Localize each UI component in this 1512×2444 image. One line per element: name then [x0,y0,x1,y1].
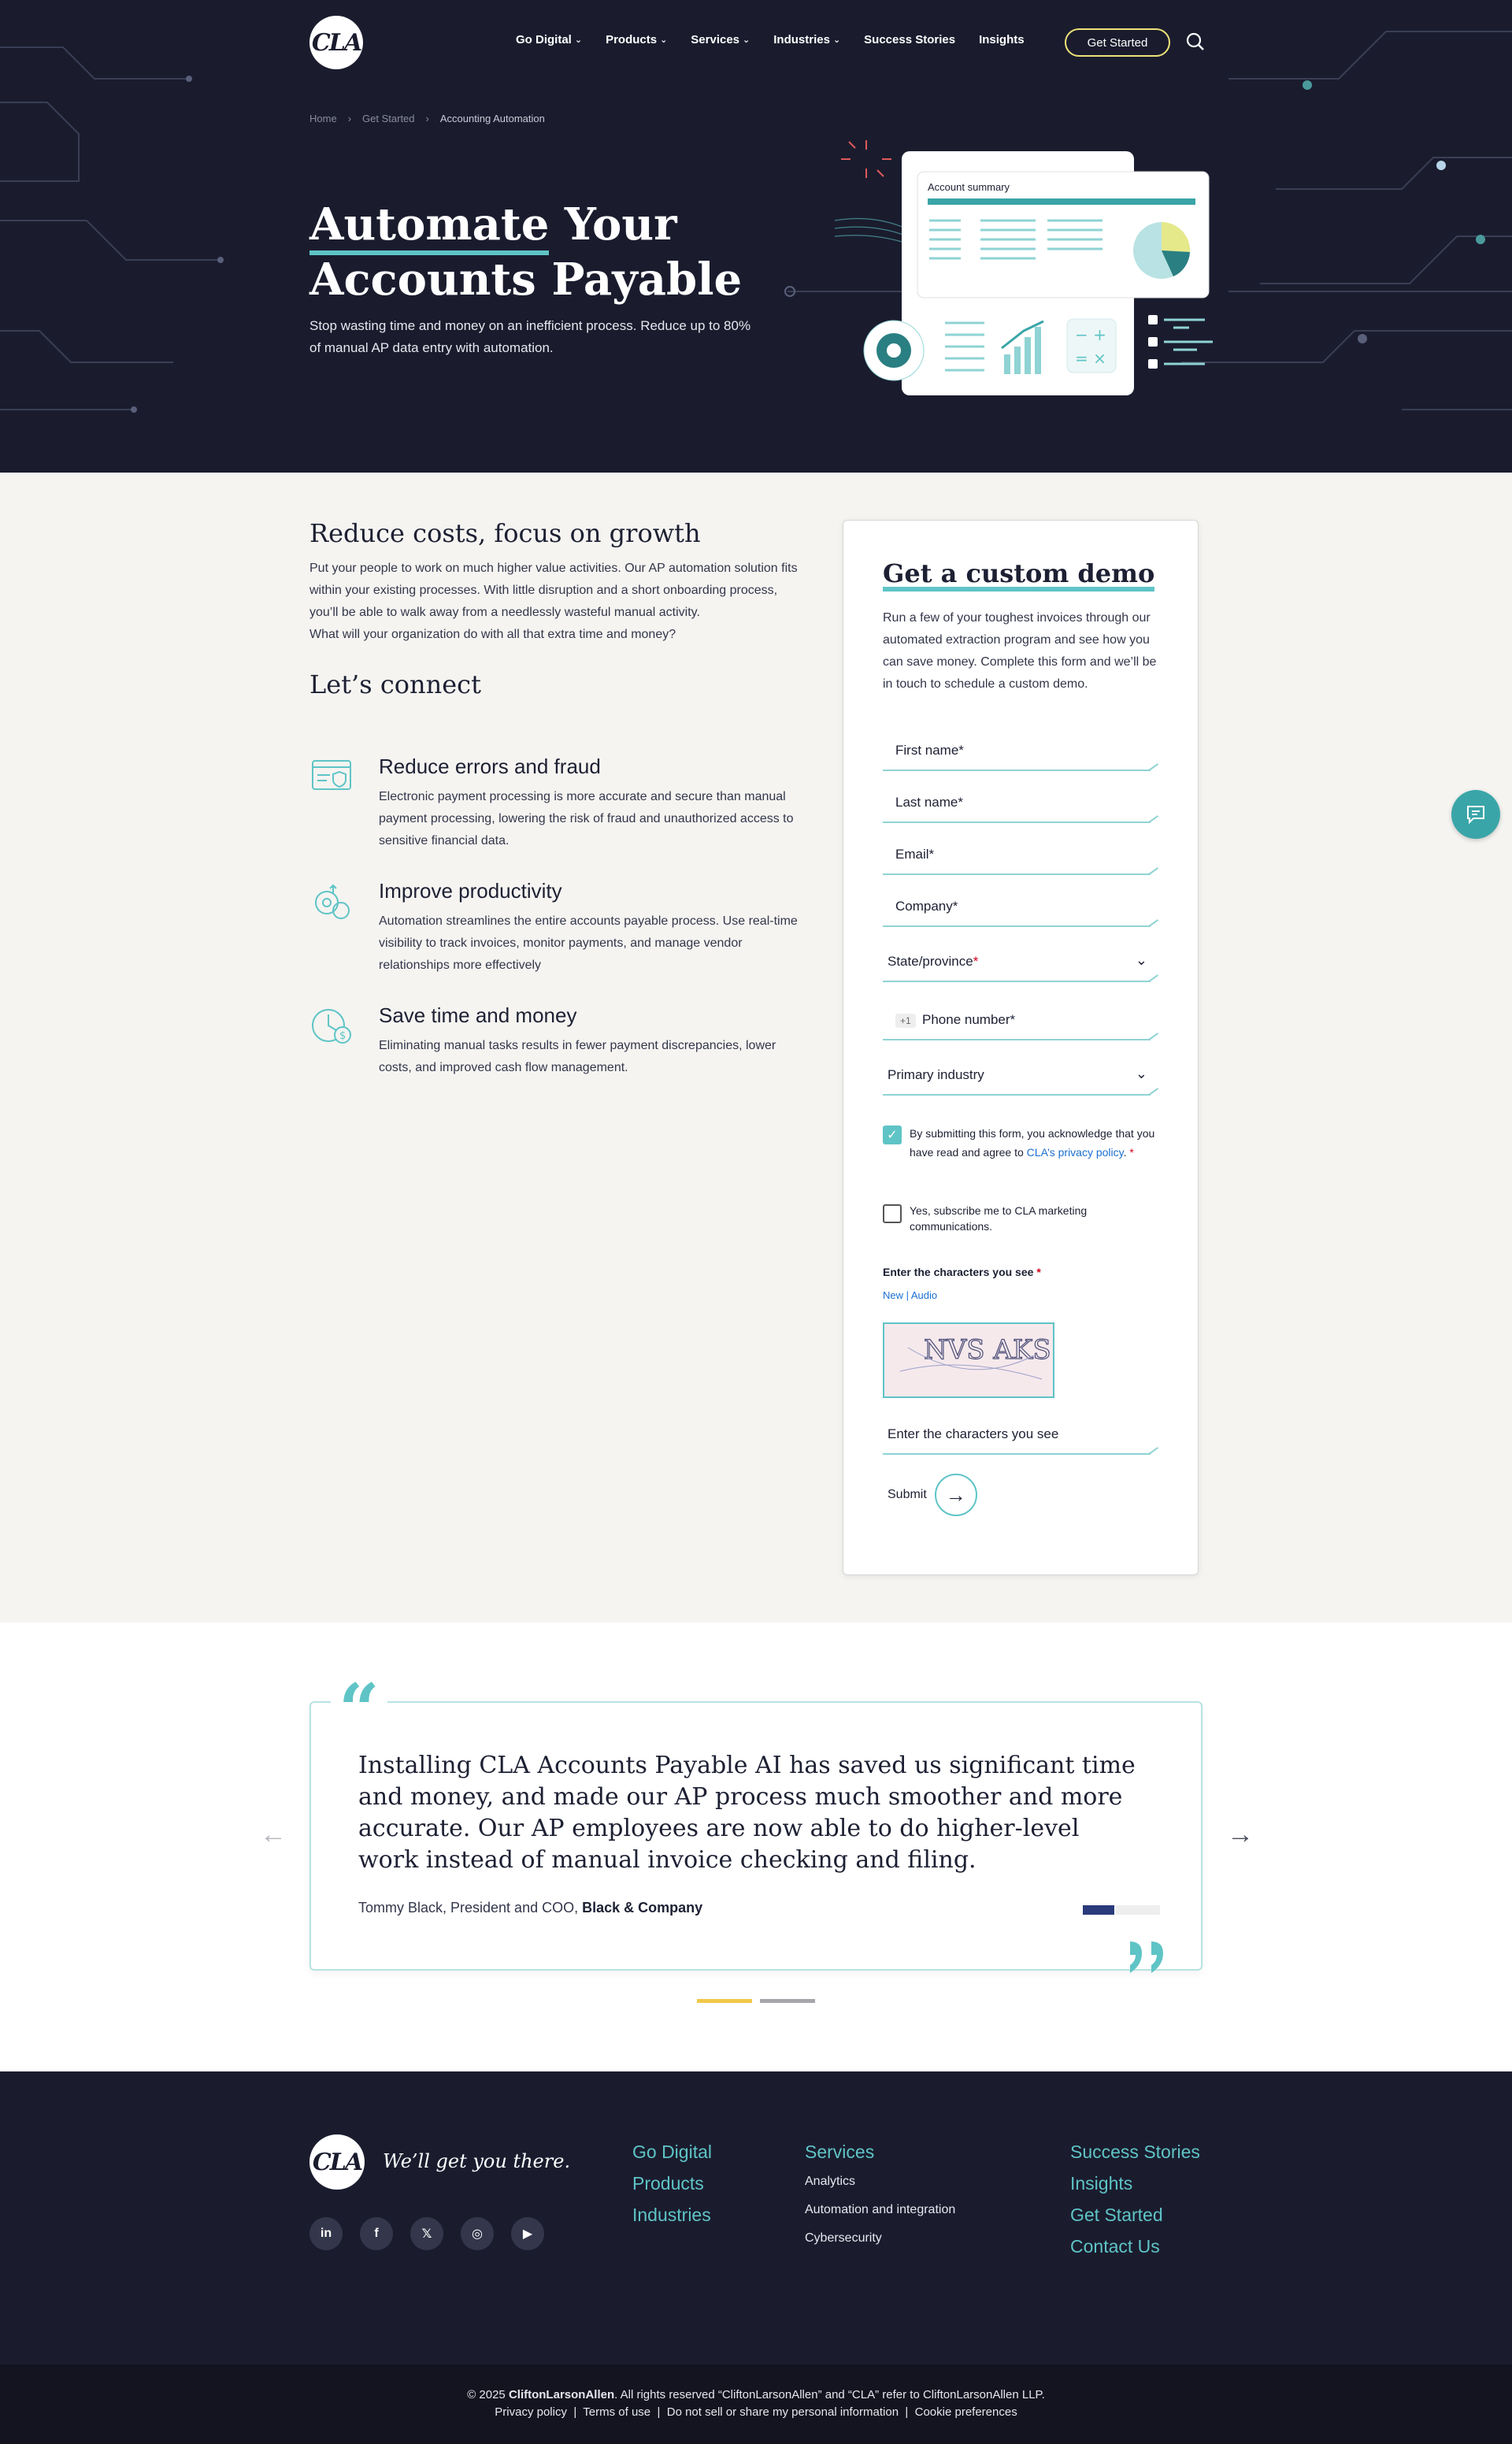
hero-title-highlight: Automate [309,198,549,255]
terms-link[interactable]: Terms of use [583,2405,651,2419]
svg-text:− +: − + [1075,325,1106,344]
footer-tagline: We’ll get you there. [383,2150,571,2172]
facebook-icon[interactable]: f [360,2217,393,2250]
main-content [0,473,1512,1623]
footer [0,2071,1512,2364]
get-started-button[interactable]: Get Started [1065,28,1170,57]
chevron-down-icon: ⌄ [1135,1066,1147,1081]
hero-subtitle: Stop wasting time and money on an inefficient process. Reduce up to 80% of manual AP data entry with automation. [309,318,751,355]
breadcrumb [309,113,545,124]
black-company-logo [1083,1903,1162,1917]
breadcrumb-home[interactable]: Home [309,113,337,124]
quote-close-icon [1126,1938,1173,1977]
form-title: Get a custom demo [883,560,1154,592]
carousel-prev-icon[interactable]: ← [260,1819,287,1849]
consent-text: By submitting this form, you acknowledge that you have read and agree to CLA’s privacy policy. * [910,1127,1155,1159]
cookie-preferences-link[interactable]: Cookie preferences [914,2405,1017,2419]
nav-products[interactable]: Products ⌄ [606,33,668,46]
nav-services[interactable]: Services ⌄ [691,33,750,46]
phone-field[interactable] [883,1004,1160,1040]
demo-form [843,520,1199,1575]
card-shield-icon [309,755,354,799]
footer-link-industries[interactable]: Industries [632,2205,711,2225]
field-label: State/province* [888,954,979,969]
field-label: First name* [895,743,964,758]
feature-text: Electronic payment processing is more accurate and secure than manual payment processing, lowering the risk of fraud and unauthorized access to sensitive financial data. [379,790,794,847]
instagram-icon[interactable]: ◎ [461,2217,494,2250]
hero [0,0,1512,473]
do-not-sell-link[interactable]: Do not sell or share my personal information [666,2405,899,2419]
testimonial-card [309,1701,1203,1971]
nav-success-stories[interactable]: Success Stories [864,33,956,46]
hero-title-rest: Your [549,198,677,250]
subscribe-text: Yes, subscribe me to CLA marketing communications. [910,1204,1088,1233]
clock-money-icon [309,1003,354,1048]
footer-col-1 [632,2136,712,2231]
nav-insights[interactable]: Insights [979,33,1025,46]
connect-heading: Let’s connect [309,669,481,699]
footer-link-get-started[interactable]: Get Started [1070,2205,1163,2225]
chevron-down-icon: ⌄ [574,35,583,45]
svg-text:$: $ [339,1030,346,1042]
testimonial-author: Tommy Black, President and COO, Black & Company [358,1900,703,1916]
intro-body: Put your people to work on much higher value activities. Our AP automation solution fits within your existing processes. With little disruption and a short onboarding process, you’ll be able to walk away from a needlessly wasteful manual activity. [309,562,798,619]
footer-link-success-stories[interactable]: Success Stories [1070,2142,1200,2162]
footer-link-automation[interactable]: Automation and integration [805,2203,956,2216]
quote-open-icon: “ [331,1674,387,1745]
state-select[interactable] [883,946,1160,982]
country-code[interactable]: +1 [895,1014,916,1028]
email-field[interactable] [883,839,1160,875]
gear-growth-icon [309,879,354,923]
field-label: Phone number* [922,1012,1016,1027]
illustration-label: Account summary [928,181,1010,193]
chat-icon [1464,803,1488,826]
legal-links: Privacy policy | Terms of use | Do not sell or share my personal information | Cookie preferences [495,2405,1017,2419]
chevron-right-icon: › [347,113,352,124]
chevron-down-icon: ⌄ [743,35,750,45]
chevron-right-icon: › [425,113,429,124]
nav-menu [516,33,1048,46]
intro-heading: Reduce costs, focus on growth [309,518,701,548]
copyright: © 2025 CliftonLarsonAllen. All rights reserved “CliftonLarsonAllen” and “CLA” refer to CliftonLarsonAllen LLP. [467,2388,1045,2401]
search-icon[interactable] [1185,32,1206,52]
submit-button[interactable] [888,1474,977,1516]
footer-link-analytics[interactable]: Analytics [805,2175,856,2188]
nav-industries[interactable]: Industries ⌄ [773,33,841,46]
legal-bar [0,2364,1512,2444]
field-label: Primary industry [888,1067,984,1082]
footer-link-go-digital[interactable]: Go Digital [632,2142,712,2162]
privacy-policy-link[interactable]: CLA’s privacy policy [1026,1146,1124,1159]
hero-title [309,197,782,307]
feature-text: Automation streamlines the entire accounts payable process. Use real-time visibility to track invoices, monitor payments, and manage vendor relationships more effectively [379,914,798,972]
field-label: Company* [895,899,958,914]
testimonial-section [0,1623,1512,2071]
privacy-policy-link[interactable]: Privacy policy [495,2405,567,2419]
consent-checkbox[interactable]: ✓ [883,1126,902,1144]
top-nav [0,0,1512,87]
chevron-down-icon: ⌄ [660,35,668,45]
footer-link-cybersecurity[interactable]: Cybersecurity [805,2231,882,2245]
company-field[interactable] [883,891,1160,927]
nav-go-digital[interactable]: Go Digital ⌄ [516,33,583,46]
captcha-text: NVS AKS [924,1334,1051,1366]
last-name-field[interactable] [883,787,1160,823]
captcha-title: Enter the characters you see * [883,1266,1041,1278]
footer-link-products[interactable]: Products [632,2173,704,2194]
field-label: Email* [895,847,935,862]
chevron-down-icon: ⌄ [832,35,841,45]
footer-link-insights[interactable]: Insights [1070,2173,1133,2194]
carousel-dot[interactable] [760,1999,815,2003]
arrow-right-icon: → [935,1474,977,1516]
footer-link-services[interactable]: Services [805,2142,875,2162]
feature-title: Improve productivity [379,879,562,903]
chat-button[interactable] [1451,790,1500,839]
breadcrumb-current: Accounting Automation [439,113,545,124]
form-intro: Run a few of your toughest invoices through our automated extraction program and see how you can save money. Complete this form and we’ll be in touch to schedule a custom demo. [883,611,1157,691]
testimonial-quote: Installing CLA Accounts Payable AI has saved us significant time and money, and made our AP process much smoother and more accurate. Our AP employees are now able to do higher-level work instead of manual invoice checking and filing. [358,1752,1136,1874]
accounts-payable-illustration [835,134,1244,417]
breadcrumb-get-started[interactable]: Get Started [362,113,415,124]
field-label: Last name* [895,795,963,810]
submit-label: Submit [888,1488,927,1501]
cla-logo[interactable]: CLA [309,16,363,69]
feature-title: Save time and money [379,1003,577,1027]
testimonial-company: Black & Company [582,1900,703,1916]
chevron-down-icon: ⌄ [1135,952,1147,968]
footer-link-contact-us[interactable]: Contact Us [1070,2236,1160,2257]
footer-col-2 [805,2136,955,2253]
hero-title-line2: Accounts Payable [309,254,743,306]
svg-text:= ×: = × [1075,349,1106,368]
footer-col-3 [1070,2136,1200,2262]
subscribe-checkbox[interactable] [883,1204,902,1223]
intro-column [309,518,806,1074]
captcha-links[interactable]: New | Audio [883,1289,938,1301]
field-label: Enter the characters you see [888,1426,1059,1441]
first-name-field[interactable] [883,735,1160,771]
industry-select[interactable] [883,1059,1160,1096]
feature-text: Eliminating manual tasks results in fewer payment discrepancies, lower costs, and improved cash flow management. [379,1039,776,1074]
x-icon[interactable]: 𝕏 [410,2217,443,2250]
footer-logo[interactable]: CLA [309,2134,365,2190]
feature-title: Reduce errors and fraud [379,755,601,778]
social-links [309,2217,544,2250]
intro-question: What will your organization do with all that extra time and money? [309,628,676,641]
linkedin-icon[interactable]: in [309,2217,343,2250]
captcha-input[interactable] [883,1419,1160,1455]
carousel-next-icon[interactable]: → [1227,1819,1254,1849]
carousel-dot-active[interactable] [697,1999,752,2003]
youtube-icon[interactable]: ▶ [511,2217,544,2250]
captcha-image [883,1322,1054,1398]
